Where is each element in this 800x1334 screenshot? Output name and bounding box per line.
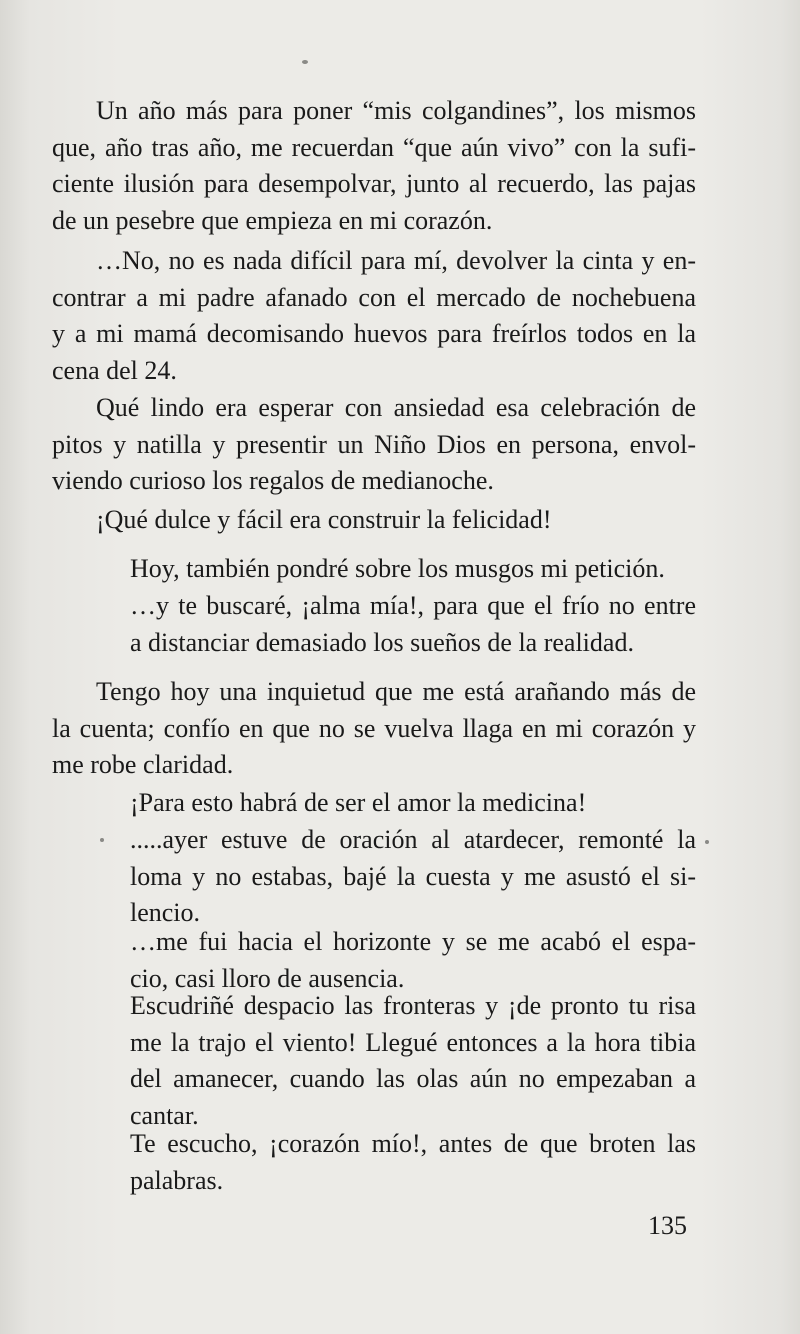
- scan-speck: [705, 840, 709, 844]
- paragraph: [130, 988, 696, 1134]
- text-line: ¡Qué dulce y fácil era construir la felicidad!: [96, 505, 552, 534]
- text-line: del amanecer, cuando las olas aún no empezaban a: [130, 1064, 696, 1093]
- text-line: …y te buscaré, ¡alma mía!, para que el frío no entre: [130, 591, 696, 620]
- text-line: y a mi mamá decomisando huevos para freírlos todos en la: [52, 319, 696, 348]
- paragraph: [52, 93, 696, 239]
- text-line: cantar.: [130, 1100, 199, 1130]
- text-line: …No, no es nada difícil para mí, devolver la cinta y en-: [96, 246, 696, 275]
- paragraph: [130, 588, 696, 661]
- text-line: ciente ilusión para desempolvar, junto al recuerdo, las pajas: [52, 169, 696, 198]
- text-line: la cuenta; confío en que no se vuelva llaga en mi corazón y: [52, 713, 696, 743]
- text-line: Tengo hoy una inquietud que me está arañando más de: [96, 677, 696, 706]
- text-line: me la trajo el viento! Llegué entonces a la hora tibia: [130, 1027, 696, 1057]
- text-line: Un año más para poner “mis colgandines”, los mismos: [96, 96, 696, 125]
- scan-speck: [100, 838, 104, 842]
- text-line: viendo curioso los regalos de medianoche.: [52, 466, 494, 495]
- paragraph: [52, 674, 696, 784]
- paragraph: [96, 502, 696, 539]
- paragraph: [130, 924, 696, 997]
- text-line: cena del 24.: [52, 355, 177, 385]
- text-line: contrar a mi padre afanado con el mercado de nochebuena: [52, 282, 696, 312]
- paragraph: [130, 1126, 696, 1199]
- text-line: que, año tras año, me recuerdan “que aún vivo” con la sufi-: [52, 132, 696, 162]
- text-line: palabras.: [130, 1165, 224, 1195]
- paragraph: [130, 822, 696, 932]
- text-line: Escudriñé despacio las fronteras y ¡de pronto tu risa: [130, 991, 696, 1020]
- text-line: cio, casi lloro de ausencia.: [130, 963, 405, 993]
- text-line: ¡Para esto habrá de ser el amor la medicina!: [130, 788, 587, 817]
- text-line: Qué lindo era esperar con ansiedad esa celebración de: [96, 393, 696, 422]
- text-line: a distanciar demasiado los sueños de la realidad.: [130, 627, 634, 657]
- text-line: Te escucho, ¡corazón mío!, antes de que broten las: [130, 1129, 696, 1158]
- page-number: 135: [648, 1211, 687, 1240]
- text-line: .....ayer estuve de oración al atardecer, remonté la: [130, 825, 696, 854]
- text-line: pitos y natilla y presentir un Niño Dios en persona, envol-: [52, 429, 696, 459]
- text-line: lencio.: [130, 898, 201, 927]
- scan-speck: [302, 60, 308, 64]
- paragraph: [52, 243, 696, 389]
- paragraph: [130, 785, 696, 822]
- text-line: me robe claridad.: [52, 750, 234, 779]
- text-line: loma y no estabas, bajé la cuesta y me asustó el si-: [130, 861, 696, 891]
- text-line: de un pesebre que empieza en mi corazón.: [52, 205, 493, 235]
- text-line: …me fui hacia el horizonte y se me acabó el espa-: [130, 927, 696, 956]
- paragraph: [130, 551, 696, 588]
- text-line: Hoy, también pondré sobre los musgos mi petición.: [130, 554, 665, 583]
- paragraph: [52, 390, 696, 500]
